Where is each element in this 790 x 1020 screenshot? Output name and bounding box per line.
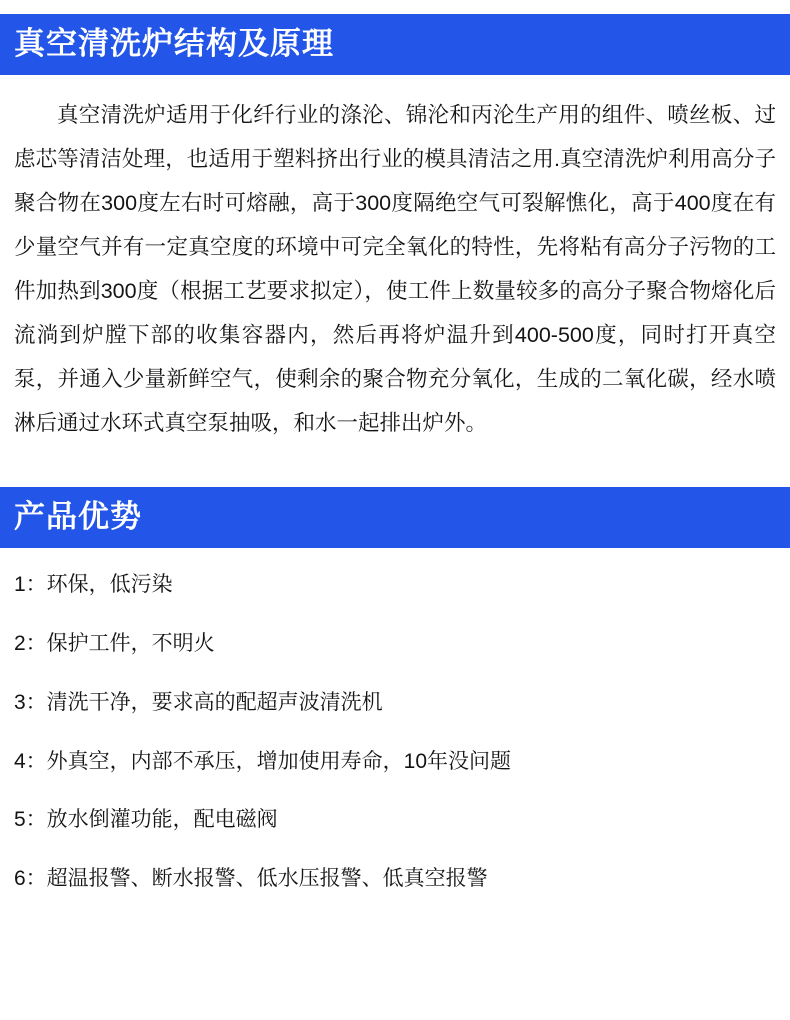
list-item: 6：超温报警、断水报警、低水压报警、低真空报警: [14, 867, 488, 891]
document-page: [0, 14, 790, 1020]
list-item: 3：清洗干净，要求高的配超声波清洗机: [14, 690, 383, 714]
product-advantage-list: [0, 548, 790, 894]
section-heading-structure-principle: 真空清洗炉结构及原理: [0, 14, 790, 75]
section-paragraph-structure-principle: 真空清洗炉适用于化纤行业的涤沦、锦沦和丙沦生产用的组件、喷丝板、过虑芯等清洁处理，也适用于塑料挤出行业的模具清洁之用.真空清洗炉利用高分子聚合物在300度左右时可熔融，高于300度隔绝空气可裂解憔化，高于400度在有少量空气并有一定真空度的环境中可完全氧化的特性，先将粘有高分子污物的工件加热到300度（根据工艺要求拟定），使工件上数量较多的高分子聚合物熔化后流淌到炉膛下部的收集容器内，然后再将炉温升到400-500度，同时打开真空泵，并通入少量新鲜空气，使剩余的聚合物充分氧化，生成的二氧化碳，经水喷淋后通过水环式真空泵抽吸，和水一起排出炉外。: [14, 102, 776, 436]
list-item: 5：放水倒灌功能，配电磁阀: [14, 808, 278, 832]
list-item: 1：环保，低污染: [14, 573, 173, 597]
list-item: 4：外真空，内部不承压，增加使用寿命，10年没问题: [14, 749, 512, 773]
list-item: 2：保护工件，不明火: [14, 632, 215, 655]
section-heading-product-advantages: 产品优势: [0, 487, 790, 548]
